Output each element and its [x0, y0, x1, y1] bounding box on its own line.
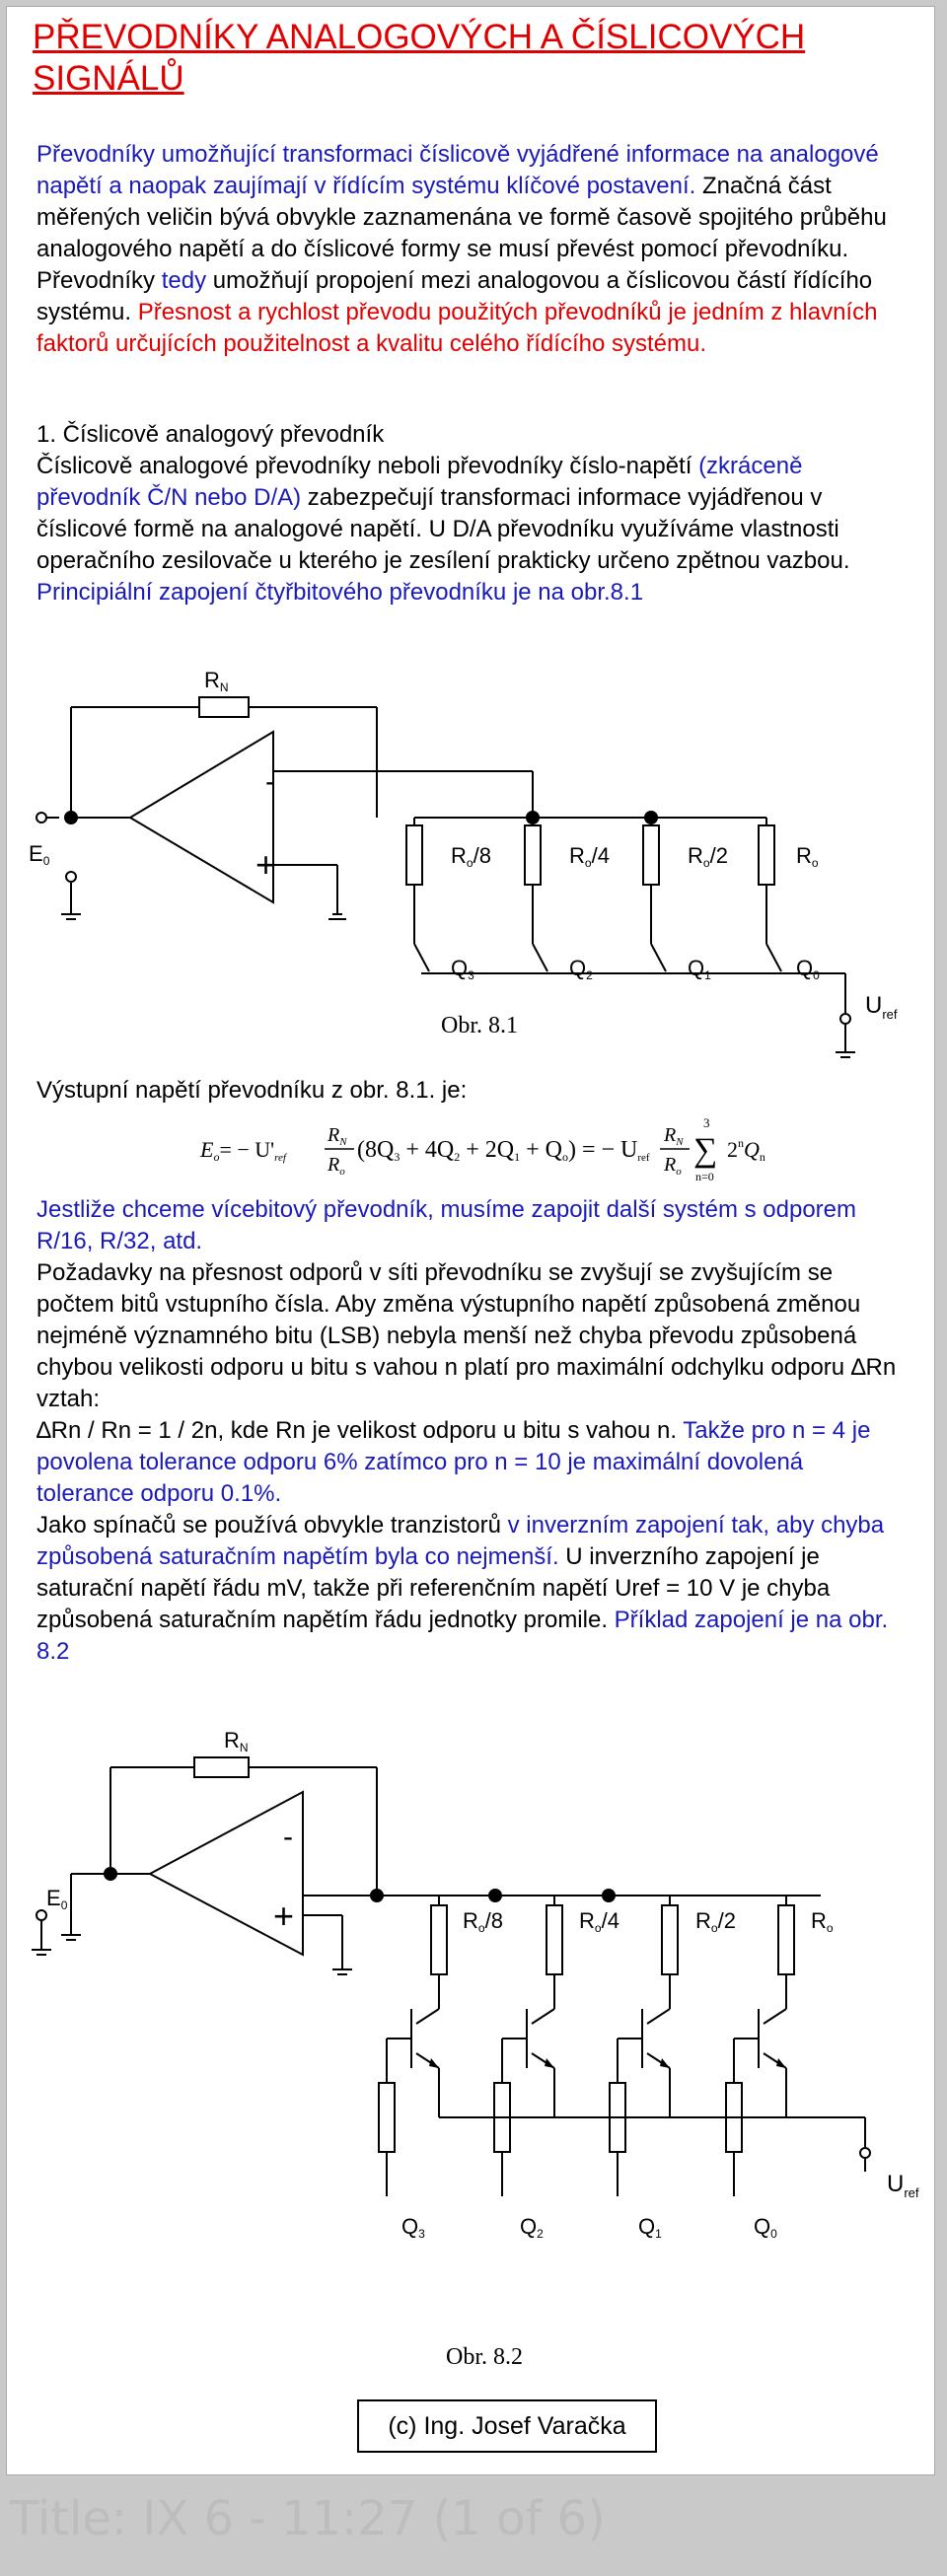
- section-1-blue-2: Principiální zapojení čtyřbitového převodníku je na obr.8.1: [36, 579, 644, 606]
- intro-blue-2: tedy: [161, 267, 207, 294]
- fig2-q3-label: Q3: [401, 2214, 425, 2241]
- fig1-r4-label: Ro/4: [569, 843, 610, 870]
- fig1-plus-sign: +: [255, 844, 277, 885]
- body2-blue-3: v inverzním zapojení tak, aby chyba způsobená saturačním napětím byla co nejmenší.: [36, 1512, 885, 1570]
- formula-sum-term: 2$^n$Qn: [727, 1136, 765, 1164]
- intro-black-2: umožňují propojení mezi analogovou a číslicovou částí řídícího systému.: [36, 267, 873, 325]
- formula-sum-bottom: n=0: [695, 1170, 714, 1183]
- fig1-r8-label: Ro/8: [451, 843, 491, 870]
- body2-delta: ∆Rn vztah:: [36, 1354, 897, 1412]
- fig2-rn-label: RN: [224, 1728, 249, 1754]
- formula-rhs-numerator: $R_N$: [664, 1124, 684, 1148]
- fig2-minus-sign: -: [283, 1821, 293, 1853]
- section-1-blue-1: (zkráceně převodník Č/N nebo D/A): [36, 453, 803, 511]
- formula-fraction-numerator: $R_N$: [328, 1124, 347, 1148]
- section-1-black-2: zabezpečují transformaci informace vyjádřenou v číslicové formě na analogové napětí. U D/A převodníku využíváme vlastnosti operačního zesilovače u kterého je zesílení prakticky určeno zpětnou vazbou.: [36, 484, 850, 574]
- fig2-r8-label: Ro/8: [463, 1908, 503, 1935]
- page-title: PŘEVODNÍKY ANALOGOVÝCH A ČÍSLICOVÝCH SIGNÁLŮ: [33, 18, 806, 98]
- fig2-e0-label: E0: [46, 1886, 68, 1912]
- fig1-q1-label: Q1: [688, 956, 711, 982]
- fig1-minus-sign: -: [265, 765, 275, 798]
- fig2-q0-label: Q0: [754, 2214, 777, 2241]
- intro-paragraph: [36, 139, 905, 360]
- fig2-r4-label: Ro/4: [579, 1908, 619, 1935]
- fig1-uref-label: $U_{ref}$: [865, 992, 898, 1022]
- formula-sum-sign: ∑: [693, 1132, 718, 1169]
- body2-blue-2: Takže pro n = 4 je povolena tolerance odporu 6% zatímco pro n = 10 je maximální dovolená tolerance odporu 0.1%.: [36, 1417, 871, 1507]
- body2-blue-1: Jestliže chceme vícebitový převodník, musíme zapojit další systém s odporem R/16, R/32, atd.: [36, 1196, 856, 1254]
- body2-black-2: Jako spínačů se používá obvykle tranzistorů: [36, 1512, 508, 1538]
- fig2-caption: Obr. 8.2: [446, 2344, 523, 2370]
- figure-8-2-circuit: [7, 1703, 934, 2394]
- fig2-plus-sign: +: [273, 1896, 295, 1936]
- body2-formula-line: ∆Rn / Rn = 1 / 2n, kde Rn je velikost odporu u bitu s vahou n.: [36, 1417, 678, 1444]
- intro-black-1: Značná část měřených veličin bývá obvykle zaznamenána ve formě časově spojitého průběhu analogového napětí a do číslicové formy se musí převést pomocí převodníku. Převodníky: [36, 173, 887, 294]
- copyright-box: (c) Ing. Josef Varačka: [357, 2399, 657, 2453]
- fig1-e0-label: E0: [29, 841, 50, 868]
- output-voltage-formula: [7, 1111, 934, 1190]
- formula-lhs: Eo= − U'ref: [200, 1137, 286, 1164]
- intro-red-1: Přesnost a rychlost převodu použitých převodníků je jedním z hlavních faktorů určujících použitelnost a kvalitu celého řídícího systému.: [36, 299, 878, 357]
- fig2-q1-label: Q1: [638, 2214, 662, 2241]
- body-paragraph-2: [36, 1194, 905, 1668]
- figure-8-1-circuit: [7, 658, 934, 1072]
- fig1-q3-label: Q3: [451, 956, 474, 982]
- fig1-q0-label: Q0: [796, 956, 820, 982]
- section-1-paragraph: [36, 419, 905, 608]
- formula-rhs-denominator: $R_o$: [664, 1154, 682, 1178]
- intro-blue-1: Převodníky umožňující transformaci číslicově vyjádřené informace na analogové napětí a naopak zaujímají v řídícím systému klíčové postavení.: [36, 141, 879, 199]
- formula-sum-top: 3: [703, 1115, 710, 1130]
- body2-black-3: U inverzního zapojení je saturační napětí řádu mV, takže při referenčním napětí Uref = 10 V je chyba způsobená saturačním napětím řádu jednotky promile.: [36, 1543, 831, 1633]
- body2-blue-4: Příklad zapojení je na obr. 8.2: [36, 1607, 889, 1665]
- fig1-r2-label: Ro/2: [688, 843, 728, 870]
- fig1-caption: Obr. 8.1: [441, 1013, 518, 1038]
- formula-bits: (8Q3 + 4Q2 + 2Q1 + Qo) = − Uref: [357, 1137, 650, 1164]
- fig2-uref-label: $U_{ref}$: [887, 2171, 919, 2200]
- fig2-q2-label: Q2: [520, 2214, 544, 2241]
- formula-fraction-denominator: $R_o$: [328, 1154, 345, 1178]
- fig1-q2-label: Q2: [569, 956, 593, 982]
- fig2-r2-label: Ro/2: [695, 1908, 736, 1935]
- output-voltage-label: Výstupní napětí převodníku z obr. 8.1. je:: [36, 1077, 468, 1104]
- section-1-black-1: Číslicově analogové převodníky neboli převodníky číslo-napětí: [36, 453, 699, 479]
- footer-title: Title: IX 6 - 11:27 (1 of 6): [10, 2491, 606, 2546]
- section-1-heading: 1. Číslicově analogový převodník: [36, 421, 385, 448]
- body2-black-1: Požadavky na přesnost odporů v síti převodníku se zvyšují se zvyšujícím se počtem bitů vstupního čísla. Aby změna výstupního napětí způsobená změnou nejméně významného bitu (LSB) nebyla menší než chyba převodu způsobená chybou velikosti odporu u bitu s vahou n platí pro maximální odchylku odporu: [36, 1259, 861, 1381]
- fig1-rn-label: RN: [204, 668, 229, 694]
- document-page: [6, 6, 935, 2475]
- fig2-r0-label: Ro: [811, 1908, 834, 1935]
- fig1-r0-label: Ro: [796, 843, 819, 870]
